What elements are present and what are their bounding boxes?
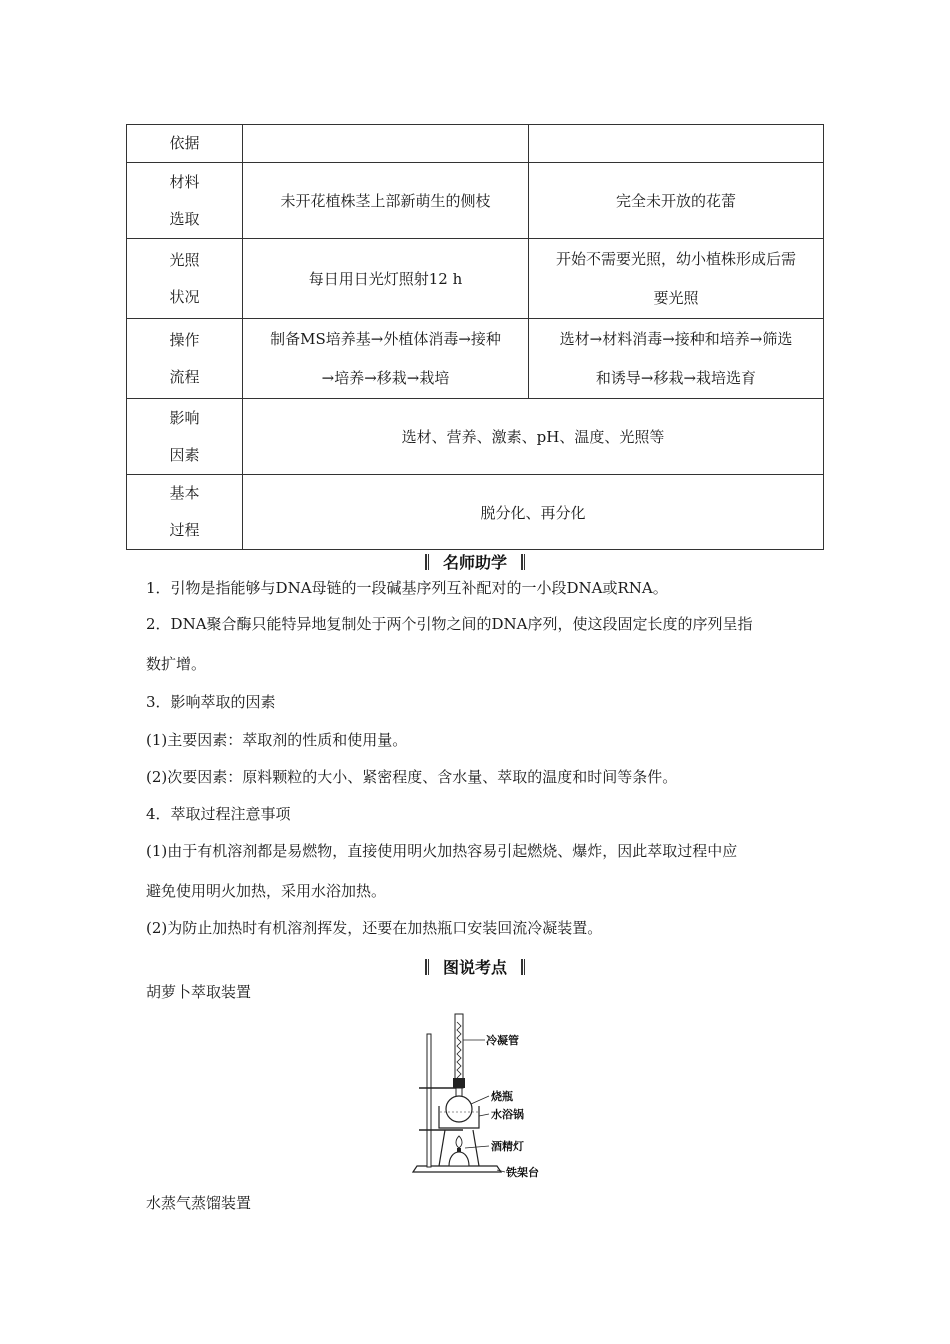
stand-rod [427, 1034, 431, 1167]
heading-bar-left [425, 554, 429, 570]
section-heading-teacher-help: 名师助学 [0, 550, 950, 573]
heading-bar-right [521, 554, 525, 570]
table-row [127, 475, 824, 550]
table-cell [529, 125, 824, 163]
section-heading-figure-points: 图说考点 [0, 955, 950, 978]
stopper [453, 1078, 465, 1088]
paragraph: (2)次要因素：原料颗粒的大小、紧密程度、含水量、萃取的温度和时间等条件。 [146, 768, 678, 786]
extraction-apparatus-diagram [405, 1012, 565, 1184]
comparison-table [126, 124, 824, 550]
table-row [127, 399, 824, 475]
tripod-leg [439, 1130, 445, 1166]
row-label: 操作 流程 [127, 319, 243, 399]
row-label: 材料 选取 [127, 163, 243, 239]
lamp-wick [457, 1148, 461, 1152]
table-cell: 完全未开放的花蕾 [529, 163, 824, 239]
table-cell: 选材、营养、激素、pH、温度、光照等 [243, 399, 824, 475]
leader-line [465, 1146, 489, 1148]
label-condenser: 冷凝管 [486, 1034, 519, 1047]
tripod-leg [473, 1130, 479, 1166]
paragraph: (2)为防止加热时有机溶剂挥发，还要在加热瓶口安装回流冷凝装置。 [146, 919, 603, 937]
flame [456, 1136, 462, 1148]
label-iron-stand: 铁架台 [506, 1166, 539, 1179]
label-flask: 烧瓶 [491, 1090, 513, 1103]
row-label: 依据 [127, 125, 243, 163]
paragraph: 2．DNA聚合酶只能特异地复制处于两个引物之间的DNA序列，使这段固定长度的序列呈指 [146, 615, 753, 633]
table-cell: 每日用日光灯照射12 h [243, 239, 529, 319]
heading-bar-right [521, 959, 525, 975]
paragraph: 4．萃取过程注意事项 [146, 805, 291, 823]
row-label: 光照 状况 [127, 239, 243, 319]
paragraph: 1．引物是指能够与DNA母链的一段碱基序列互补配对的一小段DNA或RNA。 [146, 579, 668, 597]
paragraph: 避免使用明火加热，采用水浴加热。 [146, 882, 387, 900]
leader-line [471, 1096, 489, 1104]
row-label: 基本 过程 [127, 475, 243, 550]
table-cell: 脱分化、再分化 [243, 475, 824, 550]
figure-caption: 水蒸气蒸馏装置 [146, 1194, 252, 1212]
paragraph: 3．影响萃取的因素 [146, 693, 276, 711]
label-alcohol-lamp: 酒精灯 [491, 1140, 524, 1153]
alcohol-lamp [449, 1152, 469, 1166]
flask [446, 1096, 472, 1122]
label-water-bath: 水浴锅 [491, 1108, 524, 1121]
table-row [127, 163, 824, 239]
figure-caption: 胡萝卜萃取装置 [146, 983, 252, 1001]
table-row [127, 319, 824, 399]
table-cell [243, 125, 529, 163]
table-cell: 开始不需要光照，幼小植株形成后需 要光照 [529, 239, 824, 319]
paragraph: (1)主要因素：萃取剂的性质和使用量。 [146, 731, 408, 749]
table-cell: 制备MS培养基→外植体消毒→接种 →培养→移栽→栽培 [243, 319, 529, 399]
row-label: 影响 因素 [127, 399, 243, 475]
heading-bar-left [425, 959, 429, 975]
stand-base [413, 1166, 501, 1172]
table-row [127, 239, 824, 319]
table-cell: 未开花植株茎上部新萌生的侧枝 [243, 163, 529, 239]
table-row [127, 125, 824, 163]
condenser-tube [455, 1014, 463, 1088]
leader-line [479, 1114, 489, 1116]
paragraph: 数扩增。 [146, 655, 207, 673]
table-cell: 选材→材料消毒→接种和培养→筛选 和诱导→移栽→栽培选育 [529, 319, 824, 399]
paragraph: (1)由于有机溶剂都是易燃物，直接使用明火加热容易引起燃烧、爆炸，因此萃取过程中应 [146, 842, 738, 860]
